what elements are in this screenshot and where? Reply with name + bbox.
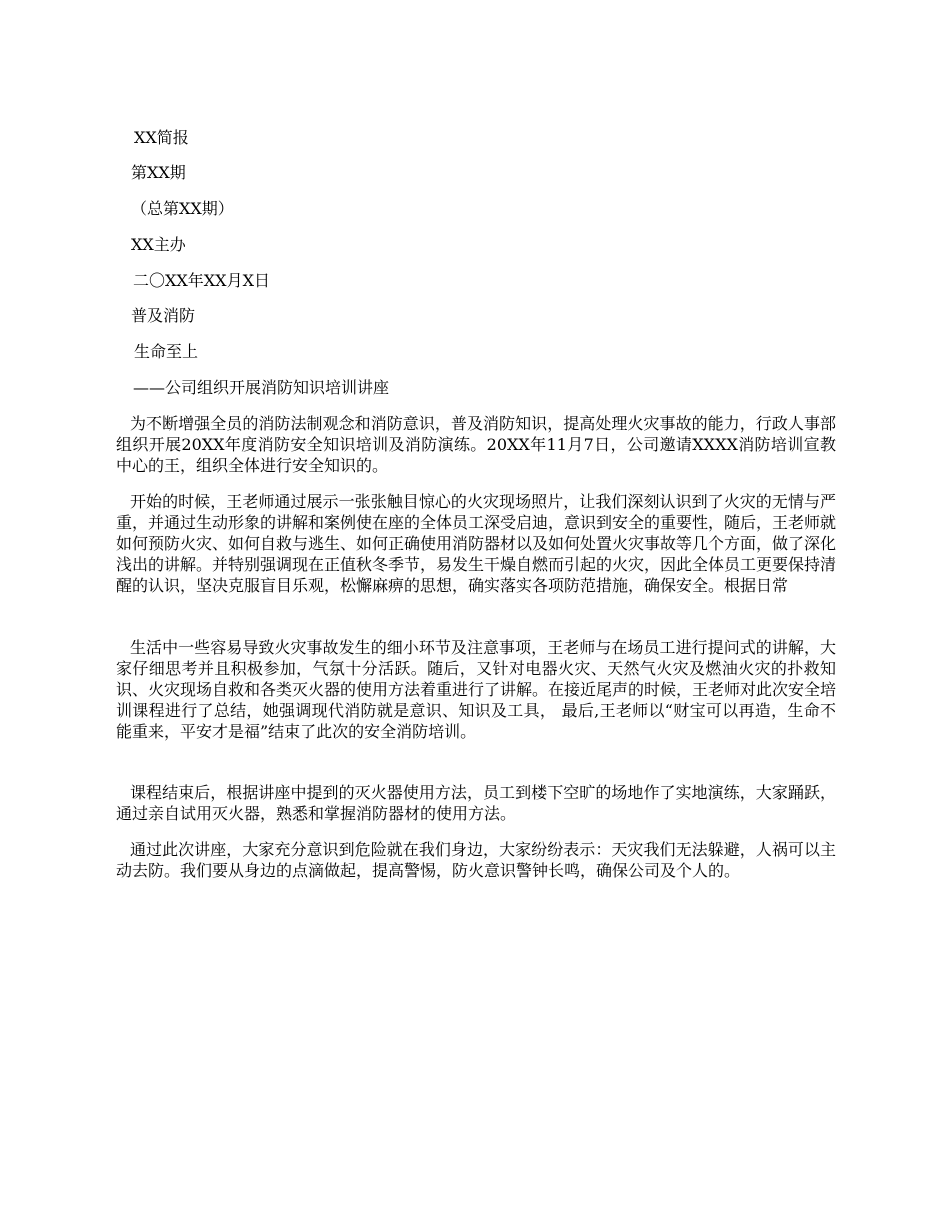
headline-secondary: 生命至上 bbox=[134, 342, 199, 361]
body-paragraph-2: 开始的时候，王老师通过展示一张张触目惊心的火灾现场照片，让我们深刻认识到了火灾的无情与严重，并通过生动形象的讲解和案例使在座的全体员工深受启迪，意识到安全的重要性，随后，王老师就如何预防火灾、如何自救与逃生、如何正确使用消防器材以及如何处置火灾事故等几个方面，做了深化浅出的讲解。并特别强调现在正值秋冬季节，易发生干燥自燃而引起的火灾，因此全体员工更要保持清醒的认识，坚决克服盲目乐观，松懈麻痹的思想，确实落实各项防范措施，确保安全。根据日常 bbox=[116, 492, 837, 595]
org-brief-title: XX简报 bbox=[134, 128, 189, 147]
headline-primary: 普及消防 bbox=[131, 306, 196, 325]
body-paragraph-5: 通过此次讲座，大家充分意识到危险就在我们身边，大家纷纷表示：天灾我们无法躲避，人祸可以主动去防。我们要从身边的点滴做起，提高警惕，防火意识警钟长鸣，确保公司及个人的。 bbox=[116, 840, 836, 880]
issue-number: 第XX期 bbox=[131, 163, 186, 182]
body-paragraph-1: 为不断增强全员的消防法制观念和消防意识，普及消防知识，提高处理火灾事故的能力，行政人事部组织开展20XX年度消防安全知识培训及消防演练。20XX年11月7日，公司邀请XXXX消防培训宣教中心的王，组织全体进行安全知识的。 bbox=[116, 414, 836, 475]
publish-date: 二〇XX年XX月X日 bbox=[133, 271, 270, 290]
article-subtitle: ——公司组织开展消防知识培训讲座 bbox=[133, 378, 390, 397]
total-issue-number: （总第XX期） bbox=[131, 199, 234, 218]
host-organization: XX主办 bbox=[131, 235, 186, 254]
body-paragraph-4: 课程结束后，根据讲座中提到的灭火器使用方法，员工到楼下空旷的场地作了实地演练，大家踊跃，通过亲自试用灭火器，熟悉和掌握消防器材的使用方法。 bbox=[116, 783, 836, 823]
body-paragraph-3: 生活中一些容易导致火灾事故发生的细小环节及注意事项，王老师与在场员工进行提问式的讲解，大家仔细思考并且积极参加，气氛十分活跃。随后，又针对电器火灾、天然气火灾及燃油火灾的扑救知识、火灾现场自救和各类灭火器的使用方法着重进行了讲解。在接近尾声的时候，王老师对此次安全培训课程进行了总结，她强调现代消防就是意识、知识及工具， 最后,王老师以“财宝可以再造，生命不能重来，平安才是福”结束了此次的安全消防培训。 bbox=[116, 638, 837, 741]
